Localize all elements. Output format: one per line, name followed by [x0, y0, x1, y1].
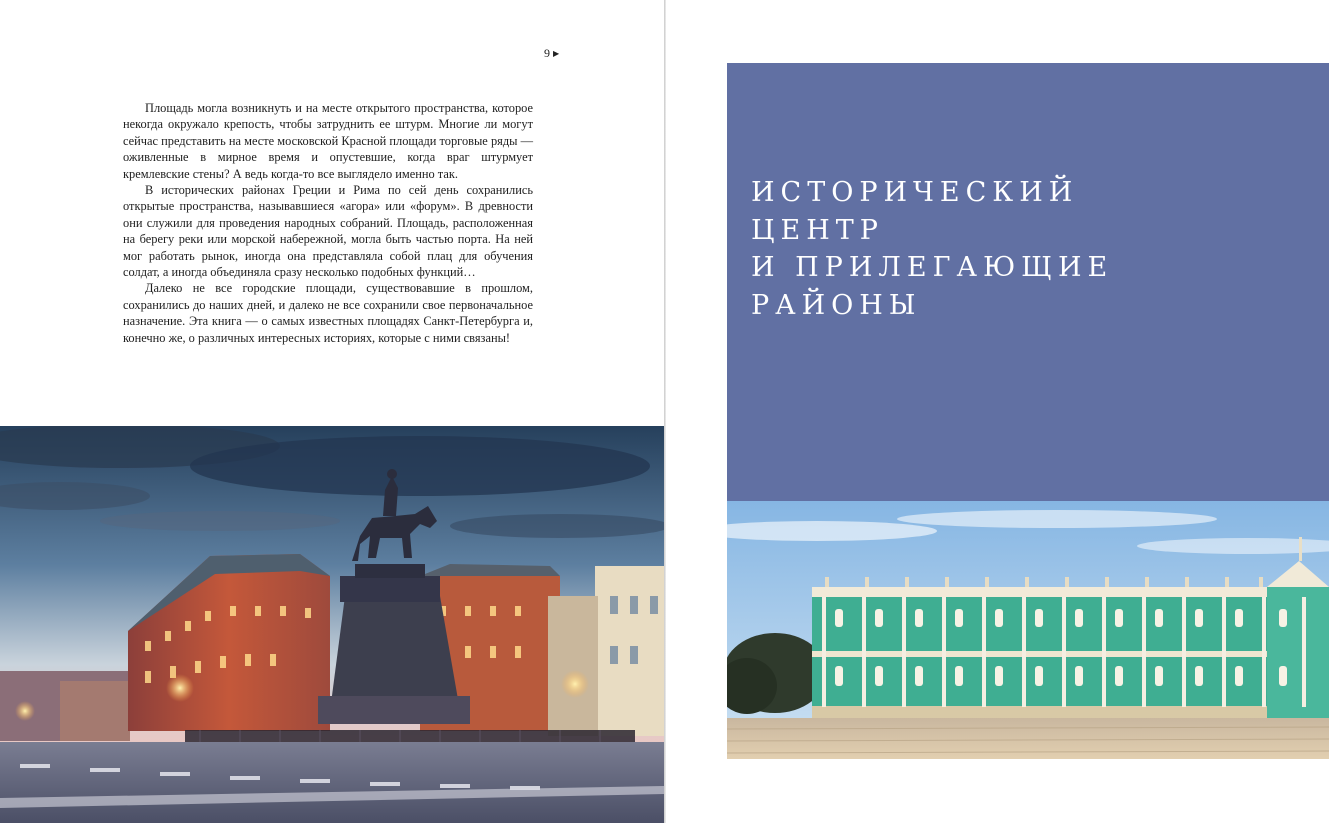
- right-page: [666, 0, 1329, 823]
- page-number: [544, 46, 559, 61]
- chapter-title-line: РАЙОНЫ: [751, 289, 922, 321]
- left-page: [0, 0, 664, 823]
- paragraph: В исторических районах Греции и Рима по сей день сохранились открытые пространства, называвшиеся «агора» или «форум». В древности они служили для проведения народных собраний. Площадь, расположенная на берегу реки или морской набережной, могла быть частью порта. На ней мог работать рынок, иногда она представляла собой плац для обучения солдат, а иногда объединяла сразу несколько подобных функций…: [123, 183, 533, 280]
- chapter-title-line: И ПРИЛЕГАЮЩИЕ: [751, 252, 1114, 283]
- chapter-title-block: [727, 63, 1329, 501]
- monument-photo-illustration: [0, 426, 664, 823]
- chapter-title-line: ИСТОРИЧЕСКИЙ: [751, 177, 1079, 208]
- page-arrow-icon: ▶: [553, 49, 560, 58]
- chapter-title-line: ЦЕНТР: [751, 214, 884, 246]
- monument-photo: [0, 426, 664, 823]
- palace-photo-illustration: [727, 501, 1329, 759]
- paragraph: Далеко не все городские площади, существовавшие в прошлом, сохранились до наших дней, и далеко не все сохранили свое первоначальное назначение. Эта книга — о самых известных площадях Санкт-Петербурга и, конечно же, о различных интересных историях, которые с ними связаны!: [123, 281, 533, 345]
- body-text: [123, 100, 533, 346]
- paragraph: Площадь могла возникнуть и на месте открытого пространства, которое некогда окружало крепость, чтобы затруднить ее штурм. Многие ли могут сейчас представить на месте московской Красной площади торговые ряды — оживленные в мирное время и опустевшие, когда враг штурмует кремлевские стены? А ведь когда-то все выглядело именно так.: [123, 101, 533, 181]
- chapter-title: [751, 174, 1113, 324]
- palace-photo: [727, 501, 1329, 759]
- page-number-text: 9: [544, 46, 550, 60]
